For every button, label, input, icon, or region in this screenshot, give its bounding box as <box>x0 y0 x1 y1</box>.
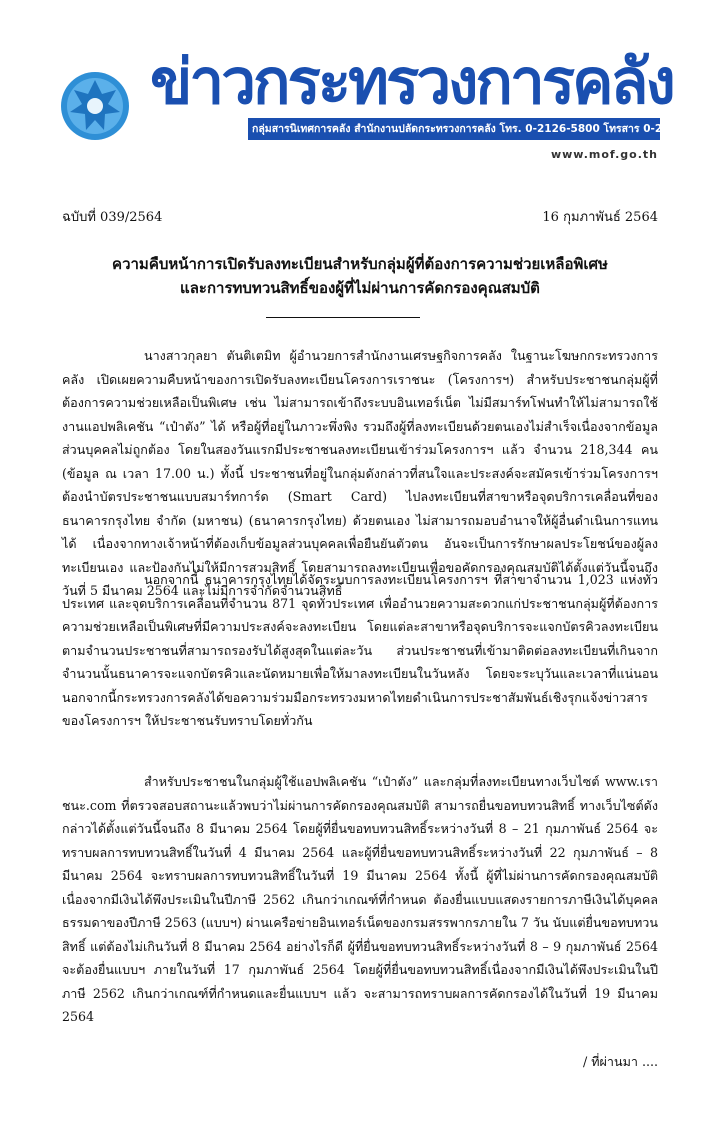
document-title-line-1: ความคืบหน้าการเปิดรับลงทะเบียนสำหรับกลุ่มผู้ที่ต้องการความช่วยเหลือพิเศษ <box>112 255 608 273</box>
issue-date: 16 กุมภาพันธ์ 2564 <box>542 210 658 225</box>
masthead <box>0 0 720 180</box>
document-title-line-2: และการทบทวนสิทธิ์ของผู้ที่ไม่ผ่านการคัดกรองคุณสมบัติ <box>180 279 540 297</box>
paragraph-1: นางสาวกุลยา ตันติเตมิท ผู้อำนวยการสำนักงานเศรษฐกิจการคลัง ในฐานะโฆษกกระทรวงการคลัง เปิดเผยความคืบหน้าของการเปิดรับลงทะเบียนโครงการเราชนะ (โครงการฯ) สำหรับประชาชนกลุ่มผู้ที่ต้องการความช่วยเหลือเป็นพิเศษ เช่น ไม่สามารถเข้าถึงระบบอินเทอร์เน็ต ไม่มีสมาร์ทโฟนทำให้ไม่สามารถใช้งานแอปพลิเคชัน “เป๋าตัง” ได้ หรือผู้ที่อยู่ในภาวะพึ่งพิง รวมถึงผู้ที่ลงทะเบียนด้วยตนเองไม่สำเร็จเนื่องจากข้อมูลส่วนบุคคลไม่ถูกต้อง โดยในสองวันแรกมีประชาชนลงทะเบียนเข้าร่วมโครงการฯ แล้ว จำนวน 218,344 คน (ข้อมูล ณ เวลา 17.00 น.) ทั้งนี้ ประชาชนที่อยู่ในกลุ่มดังกล่าวที่สนใจและประสงค์จะสมัครเข้าร่วมโครงการฯ ต้องนำบัตรประชาชนแบบสมาร์ทการ์ด (Smart Card) ไปลงทะเบียนที่สาขาหรือจุดบริการเคลื่อนที่ของธนาคารกรุงไทย จำกัด (มหาชน) (ธนาคารกรุงไทย) ด้วยตนเอง ไม่สามารถมอบอำนาจให้ผู้อื่นดำเนินการแทนได้ เนื่องจากทางเจ้าหน้าที่ต้องเก็บข้อมูลส่วนบุคคลเพื่อยืนยันตัวตน อันจะเป็นการรักษาผลประโยชน์ของผู้ลงทะเบียนเอง และป้องกันไม่ให้มีการสวมสิทธิ์ โดยสามารถลงทะเบียนเพื่อขอคัดกรองคุณสมบัติได้ตั้งแต่วันนี้จนถึงวันที่ 5 มีนาคม 2564 และไม่มีการจำกัดจำนวนสิทธิ์ <box>62 348 658 598</box>
issue-number: ฉบับที่ 039/2564 <box>62 210 163 225</box>
garuda-emblem-icon <box>58 66 132 146</box>
masthead-contact: กลุ่มสารนิเทศการคลัง สำนักงานปลัดกระทรวงการคลัง โทร. 0-2126-5800 โทรสาร 0-2273-9763 <box>252 123 718 135</box>
paragraph-2: นอกจากนี้ ธนาคารกรุงไทยได้จัดระบบการลงทะเบียนโครงการฯ ที่สาขาจำนวน 1,023 แห่งทั่วประเทศ และจุดบริการเคลื่อนที่จำนวน 871 จุดทั่วประเทศ เพื่ออำนวยความสะดวกแก่ประชาชนกลุ่มผู้ที่ต้องการความช่วยเหลือเป็นพิเศษที่มีความประสงค์จะลงทะเบียน โดยแต่ละสาขาหรือจุดบริการจะแจกบัตรคิวลงทะเบียนตามจำนวนประชาชนที่สามารถรองรับได้สูงสุดในแต่ละวัน ส่วนประชาชนที่เข้ามาติดต่อลงทะเบียนที่เกินจากจำนวนนั้นธนาคารจะแจกบัตรคิวและนัดหมายเพื่อให้มาลงทะเบียนในวันหลัง โดยจะระบุวันและเวลาที่แน่นอน นอกจากนี้กระทรวงการคลังได้ขอความร่วมมือกระทรวงมหาดไทยดำเนินการประชาสัมพันธ์เชิงรุกแจ้งข่าวสารของโครงการฯ ให้ประชาชนรับทราบโดยทั่วกัน <box>62 572 658 728</box>
website-link[interactable]: www.mof.go.th <box>550 148 658 161</box>
paragraph-3: สำหรับประชาชนในกลุ่มผู้ใช้แอปพลิเคชัน “เป๋าตัง” และกลุ่มที่ลงทะเบียนทางเว็บไซต์ www.เราชนะ.com ที่ตรวจสอบสถานะแล้วพบว่าไม่ผ่านการคัดกรองคุณสมบัติ สามารถยื่นขอทบทวนสิทธิ์ ทางเว็บไซต์ดังกล่าวได้ตั้งแต่วันนี้จนถึง 8 มีนาคม 2564 โดยผู้ที่ยื่นขอทบทวนสิทธิ์ระหว่างวันที่ 8 – 21 กุมภาพันธ์ 2564 จะทราบผลการทบทวนสิทธิ์ในวันที่ 4 มีนาคม 2564 และผู้ที่ยื่นขอทบทวนสิทธิ์ระหว่างวันที่ 22 กุมภาพันธ์ – 8 มีนาคม 2564 จะทราบผลการทบทวนสิทธิ์ในวันที่ 19 มีนาคม 2564 ทั้งนี้ ผู้ที่ไม่ผ่านการคัดกรองคุณสมบัติ เนื่องจากมีเงินได้พึงประเมินในปีภาษี 2562 เกินกว่าเกณฑ์ที่กำหนด ต้องยื่นแบบแสดงรายการภาษีเงินได้บุคคลธรรมดาของปีภาษี 2563 (แบบฯ) ผ่านเครือข่ายอินเทอร์เน็ตของกรมสรรพากรภายใน 7 วัน นับแต่ยื่นขอทบทวนสิทธิ์ แต่ต้องไม่เกินวันที่ 8 มีนาคม 2564 อย่างไรก็ดี ผู้ที่ยื่นขอทบทวนสิทธิ์ระหว่างวันที่ 8 – 9 กุมภาพันธ์ 2564 จะต้องยื่นแบบฯ ภายในวันที่ 17 กุมภาพันธ์ 2564 โดยผู้ที่ยื่นขอทบทวนสิทธิ์เนื่องจากมีเงินได้พึงประเมินในปีภาษี 2562 เกินกว่าเกณฑ์ที่กำหนดและยื่นแบบฯ แล้ว จะสามารถทราบผลการคัดกรองได้ในวันที่ 19 มีนาคม 2564 <box>62 774 658 1024</box>
title-divider <box>266 317 420 318</box>
masthead-title: ข่าวกระทรวงการคลัง <box>150 45 673 118</box>
continued-marker: / ที่ผ่านมา .... <box>583 1054 658 1069</box>
